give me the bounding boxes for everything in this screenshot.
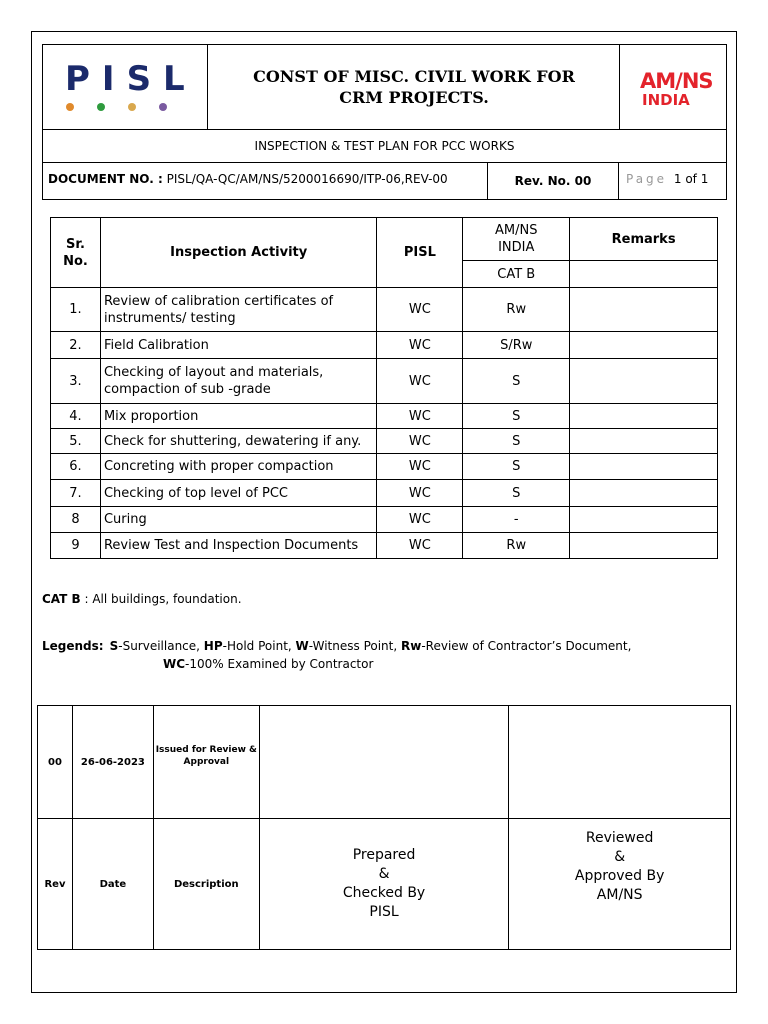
reviewed-approved-by — [509, 819, 731, 950]
revision-number: Rev. No. 00 — [487, 162, 619, 199]
prepared-line1: Prepared — [352, 847, 416, 863]
row-activity: Check for shuttering, dewatering if any. — [100, 429, 376, 454]
row-amns: Rw — [463, 533, 570, 559]
prepared-checked-by — [259, 819, 509, 950]
reviewed-line3: Approved By — [574, 868, 665, 884]
table-header-row — [51, 218, 718, 261]
table-row — [51, 533, 718, 559]
row-activity: Concreting with proper compaction — [100, 454, 376, 480]
category-note — [42, 592, 242, 606]
legends — [42, 637, 631, 655]
amns-logo-line1: AM/NS — [640, 69, 713, 93]
reviewed-line1: Reviewed — [585, 830, 654, 846]
logo-dot — [128, 103, 136, 111]
row-remarks — [570, 288, 718, 332]
row-remarks — [570, 480, 718, 507]
table-row — [51, 480, 718, 507]
legend-wc-code: WC — [163, 657, 186, 671]
logo-dot — [97, 103, 105, 111]
legend-text: -Hold Point, — [222, 639, 296, 653]
category-label: CAT B — [42, 592, 81, 606]
row-amns: S/Rw — [463, 332, 570, 359]
header-remarks-sub — [570, 261, 718, 288]
row-sr-no: 4. — [51, 404, 101, 429]
row-remarks — [570, 507, 718, 533]
revision-date-value: 26-06-2023 — [72, 706, 153, 819]
table-row — [51, 454, 718, 480]
legend-code: W — [295, 639, 309, 653]
table-row — [51, 288, 718, 332]
revision-description-label: Description — [153, 819, 259, 950]
row-activity: Review Test and Inspection Documents — [100, 533, 376, 559]
revision-table — [37, 705, 731, 950]
revision-rev-label: Rev — [38, 819, 73, 950]
header-cat-b: CAT B — [463, 261, 570, 288]
amns-logo — [619, 45, 726, 129]
row-amns: S — [463, 429, 570, 454]
document-subtitle: INSPECTION & TEST PLAN FOR PCC WORKS — [43, 129, 726, 162]
revision-date-label: Date — [72, 819, 153, 950]
document-number — [48, 172, 448, 186]
revision-description-value: Issued for Review & Approval — [153, 706, 259, 819]
row-activity: Field Calibration — [100, 332, 376, 359]
legends-label: Legends: — [42, 639, 104, 653]
prepared-line2: & — [378, 866, 390, 882]
row-pisl: WC — [377, 404, 463, 429]
row-activity: Mix proportion — [100, 404, 376, 429]
row-activity: Review of calibration certificates of instruments/ testing — [100, 288, 376, 332]
row-sr-no: 1. — [51, 288, 101, 332]
table-row — [51, 429, 718, 454]
row-sr-no: 8 — [51, 507, 101, 533]
document-page — [31, 31, 737, 993]
row-remarks — [570, 404, 718, 429]
row-remarks — [570, 533, 718, 559]
row-activity: Curing — [100, 507, 376, 533]
header-pisl: PISL — [377, 218, 463, 288]
reviewed-line4: AM/NS — [596, 887, 643, 903]
legend-code: S — [109, 639, 119, 653]
table-row — [51, 404, 718, 429]
row-remarks — [570, 454, 718, 480]
document-number-label: DOCUMENT NO. : — [48, 172, 163, 186]
row-remarks — [570, 359, 718, 404]
pisl-logo-dots — [66, 103, 186, 113]
revision-label-row — [38, 819, 731, 950]
legend-text: -Review of Contractor’s Document, — [421, 639, 632, 653]
page-indicator — [626, 172, 708, 186]
amns-logo-line2: INDIA — [642, 91, 690, 109]
project-title: CONST OF MISC. CIVIL WORK FOR CRM PROJECTS. — [253, 67, 575, 107]
row-sr-no: 3. — [51, 359, 101, 404]
row-sr-no: 2. — [51, 332, 101, 359]
pisl-logo — [43, 45, 208, 129]
table-row — [51, 359, 718, 404]
table-row — [51, 332, 718, 359]
legend-text: -Witness Point, — [308, 639, 401, 653]
row-amns: S — [463, 454, 570, 480]
legend-code: HP — [203, 639, 223, 653]
reviewed-line2: & — [614, 849, 626, 865]
row-remarks — [570, 429, 718, 454]
row-sr-no: 5. — [51, 429, 101, 454]
header-sr-no: Sr. No. — [51, 218, 101, 288]
prepared-line4: PISL — [369, 904, 399, 920]
row-amns: S — [463, 480, 570, 507]
pisl-logo-text: PISL — [65, 59, 197, 99]
row-sr-no: 9 — [51, 533, 101, 559]
revision-reviewed-cell — [509, 706, 731, 819]
row-pisl: WC — [377, 288, 463, 332]
page-label: Page — [626, 172, 668, 186]
row-pisl: WC — [377, 359, 463, 404]
legend-code: Rw — [401, 639, 422, 653]
row-sr-no: 6. — [51, 454, 101, 480]
row-sr-no: 7. — [51, 480, 101, 507]
row-remarks — [570, 332, 718, 359]
row-pisl: WC — [377, 507, 463, 533]
inspection-table — [50, 217, 718, 559]
header-amns-india: AM/NS INDIA — [463, 218, 570, 261]
row-pisl: WC — [377, 429, 463, 454]
row-amns: S — [463, 359, 570, 404]
legend-wc-text: -100% Examined by Contractor — [185, 657, 374, 671]
revision-row — [38, 706, 731, 819]
row-amns: - — [463, 507, 570, 533]
row-amns: S — [463, 404, 570, 429]
revision-rev-value: 00 — [38, 706, 73, 819]
header-inspection-activity: Inspection Activity — [100, 218, 376, 288]
table-row — [51, 507, 718, 533]
document-number-value: PISL/QA-QC/AM/NS/5200016690/ITP-06,REV-00 — [166, 172, 448, 186]
legend-text: -Surveillance, — [118, 639, 204, 653]
page-value: 1 of 1 — [673, 172, 709, 186]
header-remarks: Remarks — [570, 218, 718, 261]
category-text: : All buildings, foundation. — [80, 592, 242, 606]
row-activity: Checking of layout and materials, compaction of sub -grade — [100, 359, 376, 404]
row-pisl: WC — [377, 454, 463, 480]
row-pisl: WC — [377, 480, 463, 507]
logo-dot — [66, 103, 74, 111]
logo-dot — [159, 103, 167, 111]
legend-wc — [163, 655, 373, 673]
row-pisl: WC — [377, 533, 463, 559]
row-amns: Rw — [463, 288, 570, 332]
document-number-row — [43, 162, 726, 199]
header-block — [42, 44, 727, 200]
row-activity: Checking of top level of PCC — [100, 480, 376, 507]
prepared-line3: Checked By — [342, 885, 426, 901]
row-pisl: WC — [377, 332, 463, 359]
revision-prepared-cell — [259, 706, 509, 819]
